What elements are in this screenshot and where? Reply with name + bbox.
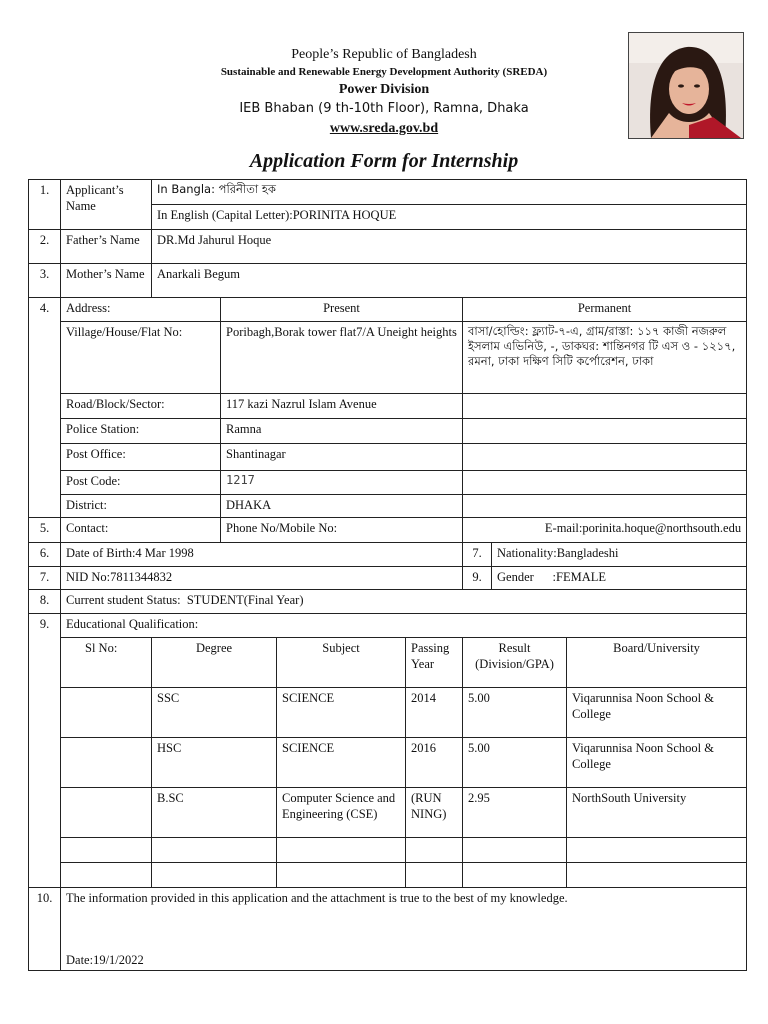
address-label: Address: [61,298,221,322]
edu-board: NorthSouth University [567,788,747,838]
address-permanent-value [463,471,747,495]
row-number: 9. [463,567,492,590]
edu-header-sl: Sl No: [61,638,152,688]
edu-result: 2.95 [463,788,567,838]
declaration-text: The information provided in this application and the attachment is true to the best of my knowledge. [66,891,568,905]
row-number: 7. [29,567,61,590]
edu-sl [61,788,152,838]
edu-header-degree: Degree [152,638,277,688]
row-number: 2. [29,230,61,264]
address-field-label: District: [61,495,221,518]
header-country: People’s Republic of Bangladesh [291,47,477,62]
student-status: Current student Status: STUDENT(Final Year) [61,590,747,614]
address-field-label: Road/Block/Sector: [61,394,221,419]
edu-sl [61,688,152,738]
edu-empty-cell [463,863,567,888]
row-number: 6. [29,543,61,567]
row-number: 8. [29,590,61,614]
edu-empty-cell [277,863,406,888]
applicant-name-bangla: In Bangla: পরিনীতা হক [152,180,747,205]
declaration-date: Date:19/1/2022 [66,952,144,967]
applicant-photo [628,32,744,139]
edu-header-year: Passing Year [406,638,463,688]
address-present-value: DHAKA [221,495,463,518]
nationality: Nationality:Bangladeshi [492,543,747,567]
address-present-value: Ramna [221,419,463,444]
edu-result: 5.00 [463,738,567,788]
address-field-label: Village/House/Flat No: [61,322,221,394]
application-form [28,179,747,971]
edu-header-board: Board/University [567,638,747,688]
education-label: Educational Qualification: [61,614,747,638]
edu-subject: Computer Science and Engineering (CSE) [277,788,406,838]
address-permanent-value [463,394,747,419]
row-number: 10. [29,888,61,971]
date-of-birth: Date of Birth:4 Mar 1998 [61,543,463,567]
row-number: 3. [29,264,61,298]
father-name-value: DR.Md Jahurul Hoque [152,230,747,264]
father-name-label: Father’s Name [61,230,152,264]
nid-number: NID No:7811344832 [61,567,463,590]
address-field-label: Post Office: [61,444,221,471]
header-authority: Sustainable and Renewable Energy Development Authority (SREDA) [220,66,548,78]
edu-year: 2016 [406,738,463,788]
row-number: 9. [29,614,61,888]
mother-name-label: Mother’s Name [61,264,152,298]
address-permanent-value [463,495,747,518]
address-permanent-header: Permanent [463,298,747,322]
applicant-name-label: Applicant’s Name [61,180,152,230]
address-present-value: 117 kazi Nazrul Islam Avenue [221,394,463,419]
edu-degree: SSC [152,688,277,738]
edu-empty-cell [61,838,152,863]
edu-empty-cell [406,863,463,888]
edu-sl [61,738,152,788]
header-address: IEB Bhaban (9 th-10th Floor), Ramna, Dhaka [239,101,529,116]
gender: Gender :FEMALE [492,567,747,590]
address-present-header: Present [221,298,463,322]
edu-board: Viqarunnisa Noon School & College [567,738,747,788]
address-present-value: 1217 [221,471,463,495]
address-permanent-value [463,419,747,444]
address-permanent-value: বাসা/হোল্ডিং: ফ্ল্যাট-৭-এ, গ্রাম/রাস্তা: ১১৭ কাজী নজরুল ইসলাম এভিনিউ, -, ডাকঘর: শান্তিনগর টি এস ও - ১২১৭, রমনা, ঢাকা দক্ষিণ সিটি কর্পোরেশন, ঢাকা [463,322,747,394]
edu-empty-cell [152,863,277,888]
edu-year: (RUN NING) [406,788,463,838]
phone-label: Phone No/Mobile No: [221,518,463,543]
edu-empty-cell [152,838,277,863]
header-website[interactable]: www.sreda.gov.bd [329,121,439,136]
address-present-value: Poribagh,Borak tower flat7/A Uneight heights [221,322,463,394]
edu-year: 2014 [406,688,463,738]
edu-degree: HSC [152,738,277,788]
row-number: 7. [463,543,492,567]
address-permanent-value [463,444,747,471]
mother-name-value: Anarkali Begum [152,264,747,298]
row-number: 4. [29,298,61,518]
address-field-label: Police Station: [61,419,221,444]
edu-header-subject: Subject [277,638,406,688]
edu-empty-cell [406,838,463,863]
edu-empty-cell [567,838,747,863]
row-number: 5. [29,518,61,543]
edu-empty-cell [61,863,152,888]
edu-empty-cell [567,863,747,888]
applicant-name-english: In English (Capital Letter):PORINITA HOQUE [152,205,747,230]
contact-label: Contact: [61,518,221,543]
form-title: Application Form for Internship [249,150,519,172]
address-present-value: Shantinagar [221,444,463,471]
edu-result: 5.00 [463,688,567,738]
email-value: E-mail:porinita.hoque@northsouth.edu [463,518,747,543]
edu-board: Viqarunnisa Noon School & College [567,688,747,738]
header-division: Power Division [338,82,430,97]
row-number: 1. [29,180,61,230]
edu-header-result: Result (Division/GPA) [463,638,567,688]
edu-degree: B.SC [152,788,277,838]
edu-subject: SCIENCE [277,738,406,788]
declaration-cell [61,888,747,971]
edu-subject: SCIENCE [277,688,406,738]
edu-empty-cell [463,838,567,863]
address-field-label: Post Code: [61,471,221,495]
edu-empty-cell [277,838,406,863]
